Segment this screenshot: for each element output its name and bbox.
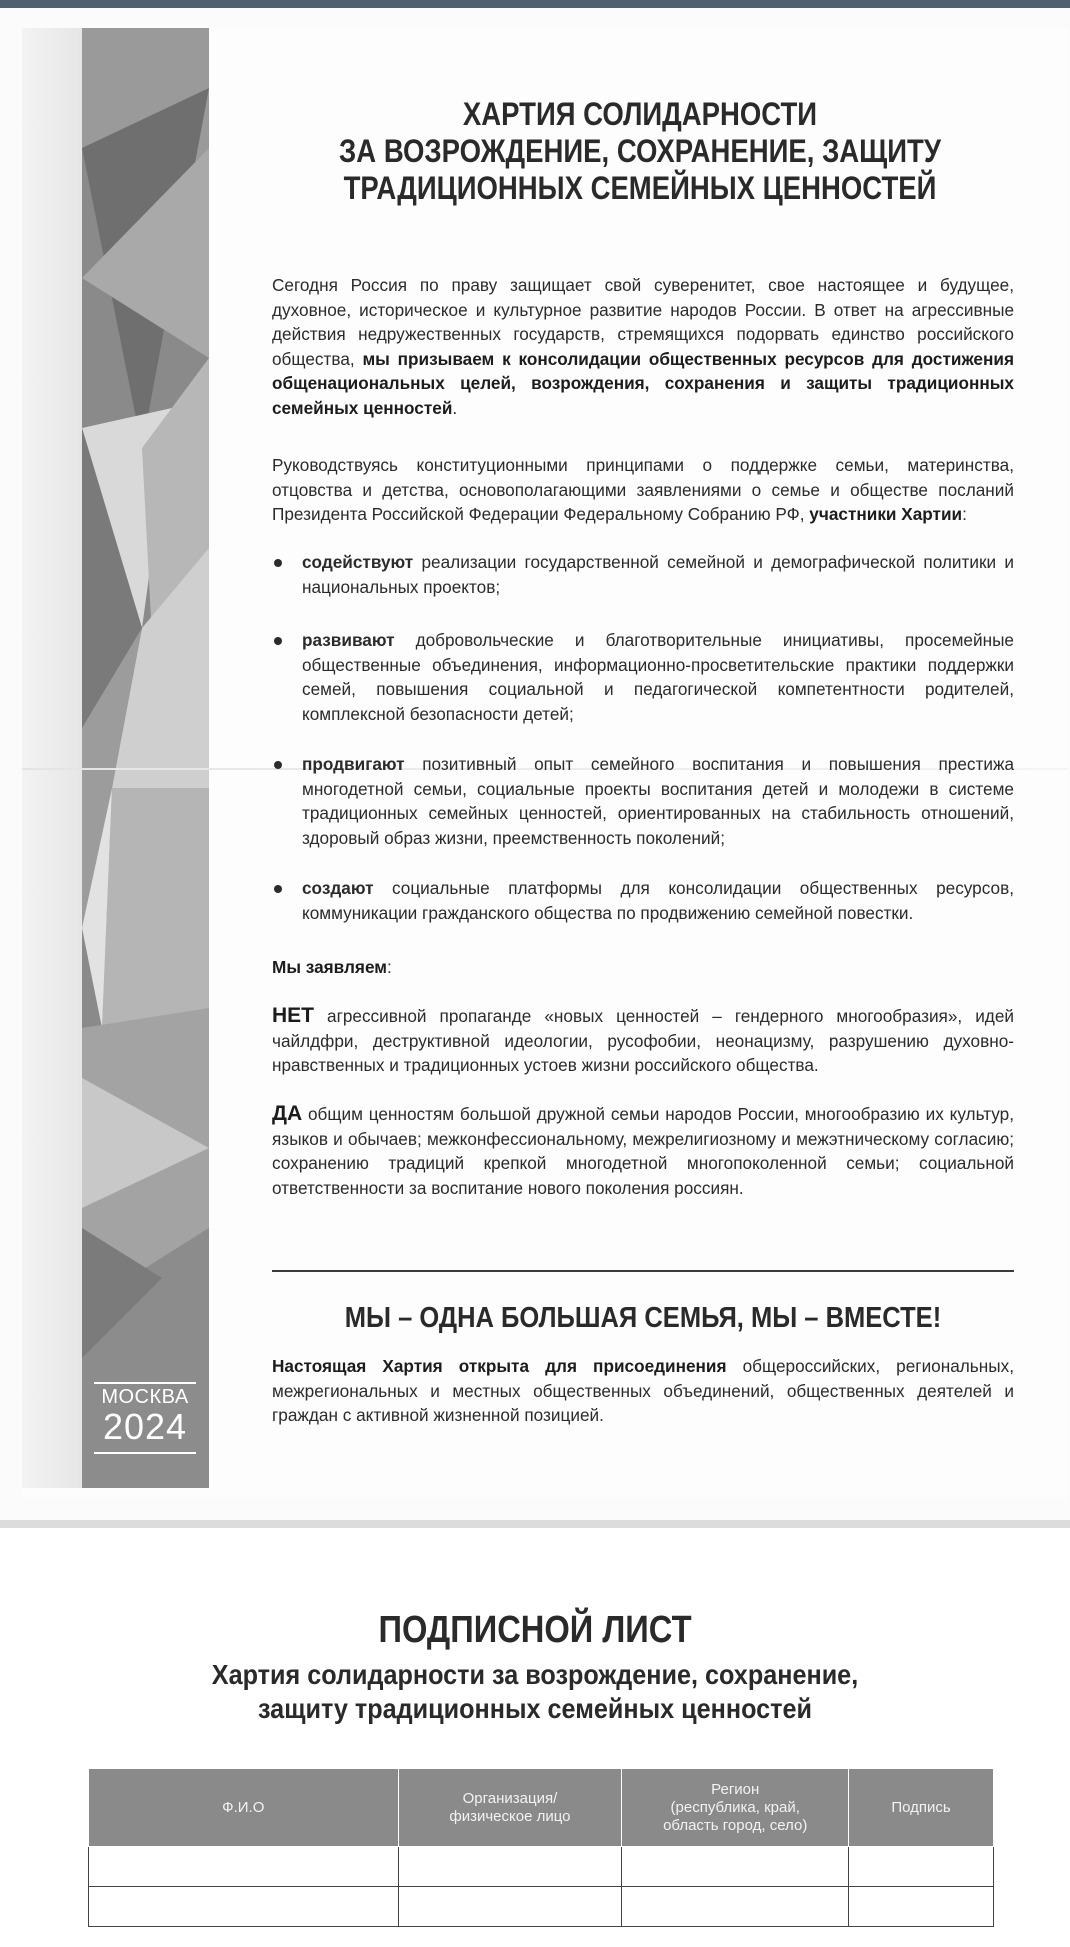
no-label: НЕТ [272,1004,314,1027]
guidance-paragraph [272,453,1014,527]
bullet-text: реализации государственной семейной и демографической политики и национальных проектов; [302,552,1014,597]
logo-city: МОСКВА [101,1386,189,1408]
header-line: физическое лицо [449,1807,571,1825]
intro-end: . [452,397,458,418]
page-separator [0,1520,1070,1528]
list-item [272,628,1014,726]
organization-cell[interactable] [398,1847,622,1887]
guidance-text: Руководствуясь конституционными принципами о поддержке семьи, материнства, отцовства и детства, основополагающими заявлениями о семье и обществе посланий Президента Российской Федерации Федеральному Собранию РФ, [272,455,1014,524]
open-text: общероссийских, региональных, межрегиональных и местных общественных объединений, общественных деятелей и граждан с активной жизненной позицией. [272,1356,1014,1425]
charter-page [0,8,1070,1528]
subtitle-line-1: Хартия солидарности за возрождение, сохранение, [211,1659,859,1690]
bullet-verb: содействуют [302,552,414,572]
header-line: Ф.И.О [222,1798,265,1816]
signature-cell[interactable] [849,1847,994,1887]
guidance-bold-text: участники Хартии [809,504,963,524]
charter-title-line-1: ХАРТИЯ СОЛИДАРНОСТИ [462,96,818,132]
intro-paragraph [272,273,1014,420]
charter-title [313,96,967,207]
name-cell[interactable] [89,1887,399,1927]
bullet-text: добровольческие и благотворительные инициативы, просемейные общественные объединения, информационно-просветительские практики поддержки семей, повышения социальной и педагогической компетентности родителей, комплексной безопасности детей; [302,630,1014,724]
name-cell[interactable] [89,1847,399,1887]
bullet-text: позитивный опыт семейного воспитания и повышения престижа многодетной семьи, социальные проекты воспитания детей и молодежи в системе традиционных семейных ценностей, ориентированных на стабильность отношений, здоровый образ жизни, преемственность поколений; [302,754,1014,848]
table-row [89,1887,994,1927]
signature-sheet-page [0,1528,1070,1947]
header-line: область город, село) [663,1816,808,1834]
moscow-2024-logo [94,1382,196,1454]
column-header-organization [398,1769,622,1847]
organization-cell[interactable] [398,1887,622,1927]
bullet-dot-icon [274,559,282,567]
guidance-end: : [962,504,967,524]
declare-heading [272,955,1014,980]
list-item [272,752,1014,850]
signature-cell[interactable] [849,1887,994,1927]
slogan-heading: МЫ – ОДНА БОЛЬШАЯ СЕМЬЯ, МЫ – ВМЕСТЕ! [344,1302,942,1334]
bullet-text: социальные платформы для консолидации общественных ресурсов, коммуникации гражданского общества по продвижению семейной повестки. [302,878,1014,923]
logo-year: 2024 [102,1406,188,1447]
yes-paragraph [272,1102,1014,1200]
yes-label: ДА [272,1102,303,1125]
bullet-dot-icon [274,637,282,645]
table-header-row [89,1769,994,1847]
bullet-verb: создают [302,878,374,898]
column-header-signature [849,1769,994,1847]
region-cell[interactable] [622,1887,849,1927]
signature-sheet-title: ПОДПИСНОЙ ЛИСТ [378,1609,692,1651]
bullet-verb: развивают [302,630,395,650]
declare-heading-text: Мы заявляем [272,957,388,977]
open-charter-paragraph [272,1354,1014,1428]
header-line: (республика, край, [670,1798,800,1816]
top-status-bar [0,0,1070,8]
column-header-region [622,1769,849,1847]
bullet-dot-icon [274,885,282,893]
yes-text: общим ценностям большой дружной семьи народов России, многообразию их культур, языков и обычаев; межконфессиональному, межрелигиозному и межэтническому согласию; сохранению традиций крепкой многодетной многопоколенной семьи; социальной ответственности за воспитание нового поколения россиян. [272,1104,1014,1198]
header-line: Подпись [891,1798,951,1816]
intro-text: Сегодня Россия по праву защищает свой суверенитет, свое настоящее и будущее, духовное, историческое и культурное развитие народов России. В ответ на агрессивные действия недружественных государств, стремящихся подорвать единство российского общества, [272,275,1014,369]
banner-geometric-pattern [82,28,209,1488]
table-row [89,1847,994,1887]
bullet-verb: продвигают [302,754,405,774]
charter-title-line-3: ТРАДИЦИОННЫХ СЕМЕЙНЫХ ЦЕННОСТЕЙ [343,170,937,206]
subtitle-line-2: защиту традиционных семейных ценностей [257,1693,813,1724]
signature-table [88,1768,994,1927]
section-divider [272,1270,1014,1272]
intro-bold-text: мы призываем к консолидации общественных ресурсов для достижения общенациональных целей, возрождения, сохранения и защиты традиционных семейных ценностей [272,348,1014,418]
left-margin-shade [22,28,82,1488]
decorative-side-banner [82,28,209,1488]
open-bold-text: Настоящая Хартия открыта для присоединения [272,1356,727,1376]
column-header-name [89,1769,399,1847]
list-item [272,876,1014,925]
charter-sheet [22,28,1068,1498]
charter-title-line-2: ЗА ВОЗРОЖДЕНИЕ, СОХРАНЕНИЕ, ЗАЩИТУ [339,133,941,169]
list-item [272,550,1014,599]
region-cell[interactable] [622,1847,849,1887]
signature-sheet-subtitle [175,1658,895,1726]
declare-colon: : [387,957,392,977]
no-paragraph [272,1004,1014,1078]
no-text: агрессивной пропаганде «новых ценностей – гендерного многообразия», идей чайлдфри, деструктивной идеологии, русофобии, неонацизму, разрушению духовно-нравственных и традиционных устоев жизни российского общества. [272,1006,1014,1075]
bullet-dot-icon [274,761,282,769]
header-line: Регион [711,1780,760,1798]
header-line: Организация/ [462,1789,558,1807]
